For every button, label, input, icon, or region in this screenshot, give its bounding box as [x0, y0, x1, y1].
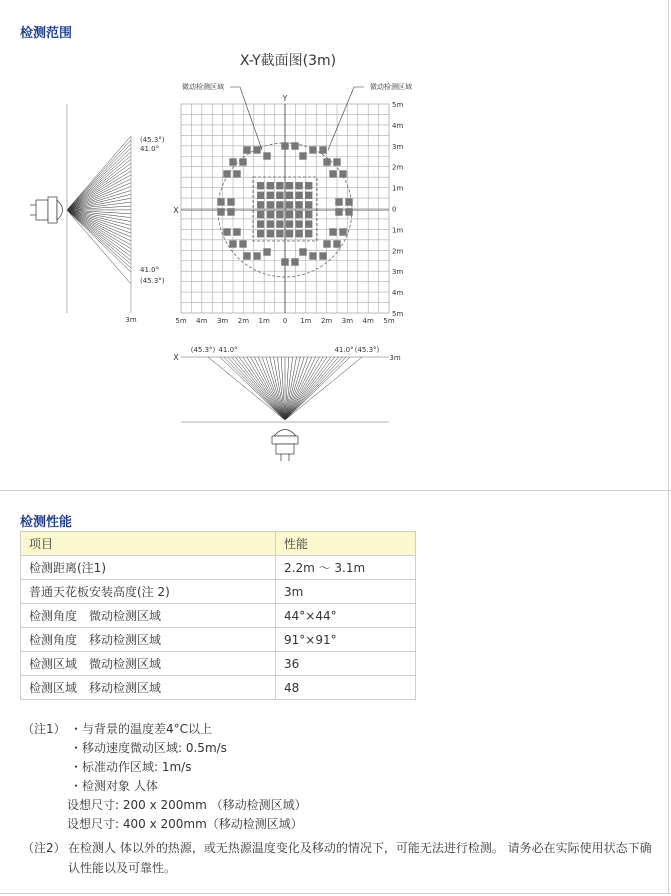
bottom-fan-ray — [285, 357, 319, 420]
zone-square — [257, 211, 264, 218]
sensor-bottom-icon — [272, 430, 298, 462]
zone-square — [305, 192, 312, 199]
section-title-detection-range: 检测范围 — [20, 26, 73, 41]
zone-square — [286, 201, 293, 208]
label-micro-zone: 微动检测区域 — [182, 83, 224, 91]
sensor-side-icon — [30, 197, 63, 223]
bottom-tick-label: 5m — [383, 317, 395, 325]
zone-square — [305, 211, 312, 218]
zone-square — [223, 228, 230, 235]
zone-square — [229, 158, 236, 165]
side-fan-ray — [67, 148, 131, 210]
note1-tag: （注1） — [22, 722, 66, 736]
cell-item: 普通天花板安装高度(注 2) — [21, 580, 276, 604]
table-row — [21, 628, 416, 652]
side-fan-edge — [67, 136, 131, 210]
cell-value: 3m — [276, 580, 416, 604]
table-row — [21, 676, 416, 700]
zone-square — [239, 240, 246, 247]
table-header-row — [21, 532, 416, 556]
zone-square — [335, 208, 342, 215]
bottom-fan-ray — [228, 357, 285, 420]
zone-square — [339, 170, 346, 177]
cell-item: 检测区域 微动检测区域 — [21, 652, 276, 676]
zone-square — [263, 248, 270, 255]
bottom-fan-ray — [254, 357, 285, 420]
zone-square — [227, 198, 234, 205]
right-tick-label: 0 — [392, 205, 397, 214]
bottom-axis-x: X — [173, 353, 179, 362]
side-angle-top-outer: (45.3°) — [140, 136, 165, 144]
zone-square — [229, 240, 236, 247]
side-fan-ray — [67, 210, 131, 245]
note1-size: 设想尺寸: 400 x 200mm（移动检测区域） — [67, 817, 303, 831]
zone-square — [291, 142, 298, 149]
zone-square — [299, 152, 306, 159]
zone-square — [286, 220, 293, 227]
zone-square — [286, 192, 293, 199]
spec-table — [20, 531, 416, 700]
note2-block — [22, 838, 662, 878]
side-fan-ray — [67, 210, 131, 268]
side-fan-ray — [67, 210, 131, 233]
zone-square — [333, 158, 340, 165]
y-axis-label: Y — [282, 94, 288, 103]
note1-line: ・与背景的温度差4°C以上 — [70, 722, 213, 736]
right-tick-label: 3m — [392, 268, 404, 277]
zone-square — [335, 198, 342, 205]
right-tick-label: 5m — [392, 101, 404, 109]
side-fan-ray — [67, 210, 131, 264]
zone-square — [276, 192, 283, 199]
zone-square — [276, 211, 283, 218]
cell-item: 检测区域 移动检测区域 — [21, 676, 276, 700]
bottom-tick-label: 4m — [196, 317, 208, 325]
bottom-fan-ray — [285, 357, 339, 420]
right-tick-labels — [392, 101, 403, 318]
bottom-fan-ray — [251, 357, 285, 420]
zone-square — [295, 182, 302, 189]
zone-square — [319, 146, 326, 153]
zone-square — [253, 146, 260, 153]
zone-square — [276, 201, 283, 208]
zone-square — [345, 208, 352, 215]
side-angle-top-inner: 41.0° — [140, 145, 160, 153]
bottom-tick-label: 1m — [258, 317, 270, 325]
right-tick-label: 2m — [392, 163, 404, 172]
zone-square — [253, 252, 260, 259]
x-axis-label: X — [173, 206, 179, 215]
bottom-angle-left-outer: (45.3°) — [190, 346, 216, 354]
zone-square — [227, 208, 234, 215]
zone-square — [295, 220, 302, 227]
cell-value: 48 — [276, 676, 416, 700]
side-fan-ray — [67, 152, 131, 210]
zone-square — [309, 146, 316, 153]
bottom-angle-right-outer: (45.3°) — [354, 346, 380, 354]
note1-line: ・移动速度微动区域: 0.5m/s — [70, 741, 227, 755]
bottom-angle-right-inner: 41.0° — [334, 346, 354, 354]
right-tick-label: 1m — [392, 184, 404, 193]
side-angle-bottom-inner: 41.0° — [140, 266, 160, 274]
table-row — [21, 652, 416, 676]
cell-value: 44°×44° — [276, 604, 416, 628]
bottom-fan-ray — [285, 357, 316, 420]
zone-square — [286, 211, 293, 218]
zone-square — [333, 240, 340, 247]
side-fan-ray — [67, 175, 131, 210]
zone-square — [295, 192, 302, 199]
section-title-detection-performance: 检测性能 — [20, 515, 73, 530]
side-fan-ray — [67, 156, 131, 210]
bottom-view-fan — [208, 357, 362, 420]
side-fan-ray — [67, 210, 131, 241]
bottom-fan-ray — [231, 357, 285, 420]
zone-square — [281, 258, 288, 265]
note1-size: 设想尺寸: 200 x 200mm （移动检测区域） — [67, 798, 307, 812]
zone-square — [309, 252, 316, 259]
zone-square — [286, 182, 293, 189]
side-fan-ray — [67, 140, 131, 210]
zone-square — [257, 201, 264, 208]
zone-square — [267, 192, 274, 199]
zone-square — [243, 146, 250, 153]
zone-square — [339, 228, 346, 235]
zone-square — [305, 220, 312, 227]
note2-text: 在检测人 体以外的热源，或无热源温度变化及移动的情况下，可能无法进行检测。 请务必在实际使用状态下确认性能以及可靠性。 — [68, 841, 652, 875]
cell-value: 91°×91° — [276, 628, 416, 652]
zone-square — [329, 170, 336, 177]
table-row — [21, 604, 416, 628]
bottom-tick-label: 1m — [300, 317, 312, 325]
leader-micro — [230, 87, 262, 150]
right-tick-label: 2m — [392, 247, 404, 256]
cell-item: 检测角度 移动检测区域 — [21, 628, 276, 652]
header-item: 项目 — [21, 532, 276, 556]
diagram-title: X-Y截面图(3m) — [239, 53, 337, 69]
zone-square — [257, 182, 264, 189]
zone-square — [305, 230, 312, 237]
table-row — [21, 556, 416, 580]
cell-item: 检测距离(注1) — [21, 556, 276, 580]
bottom-angle-left-inner: 41.0° — [218, 346, 238, 354]
bottom-tick-label: 2m — [320, 317, 333, 325]
right-tick-label: 3m — [392, 142, 404, 151]
bottom-tick-label: 4m — [362, 317, 374, 325]
bottom-tick-label: 3m — [216, 317, 229, 325]
cell-value: 36 — [276, 652, 416, 676]
cell-value: 2.2m ～ 3.1m — [276, 556, 416, 580]
section-divider — [0, 490, 671, 491]
zone-square — [223, 170, 230, 177]
zone-square — [263, 152, 270, 159]
zone-square — [345, 198, 352, 205]
zone-square — [276, 182, 283, 189]
side-fan-edge — [67, 210, 131, 284]
zone-square — [299, 248, 306, 255]
note1-line: ・标准动作区域: 1m/s — [70, 760, 192, 774]
zone-square — [291, 258, 298, 265]
bottom-fan-ray — [285, 357, 346, 420]
zone-square — [257, 192, 264, 199]
right-border-bottom — [668, 490, 669, 894]
zone-square — [243, 252, 250, 259]
side-view-fan — [67, 136, 131, 284]
zone-square — [319, 252, 326, 259]
side-fan-ray — [67, 210, 131, 272]
right-tick-label: 4m — [392, 121, 404, 130]
zone-square — [295, 201, 302, 208]
bottom-tick-labels — [175, 317, 394, 325]
note1-line: ・检测对象 人体 — [70, 779, 158, 793]
zone-square — [323, 158, 330, 165]
right-tick-label: 1m — [392, 226, 404, 235]
side-angle-bottom-outer: (45.3°) — [140, 277, 165, 285]
bottom-tick-label: 0 — [282, 317, 288, 325]
leader-move — [328, 87, 364, 150]
zone-square — [295, 230, 302, 237]
bottom-tick-label: 3m — [341, 317, 354, 325]
zone-square — [276, 230, 283, 237]
header-performance: 性能 — [276, 532, 416, 556]
zone-square — [239, 158, 246, 165]
bottom-distance: 3m — [389, 354, 401, 362]
zone-square — [257, 230, 264, 237]
right-tick-label: 4m — [392, 289, 404, 298]
zone-square — [276, 220, 283, 227]
zone-square — [267, 211, 274, 218]
cell-item: 检测角度 微动检测区域 — [21, 604, 276, 628]
zone-square — [267, 201, 274, 208]
zone-square — [267, 220, 274, 227]
zone-square — [305, 182, 312, 189]
zone-square — [267, 230, 274, 237]
zone-square — [286, 230, 293, 237]
zone-square — [323, 240, 330, 247]
zone-square — [329, 228, 336, 235]
zone-square — [257, 220, 264, 227]
bottom-tick-label: 2m — [237, 317, 250, 325]
zone-square — [295, 211, 302, 218]
detection-range-diagram — [0, 44, 671, 464]
bottom-fan-ray — [224, 357, 285, 420]
bottom-tick-label: 5m — [175, 317, 187, 325]
table-row — [21, 580, 416, 604]
zone-square — [305, 201, 312, 208]
zone-square — [217, 198, 224, 205]
side-distance: 3m — [125, 316, 137, 324]
zone-square — [281, 142, 288, 149]
label-move-zone: 微动检测区域 — [370, 83, 412, 91]
right-tick-label: 5m — [392, 310, 404, 318]
zone-square — [217, 208, 224, 215]
zone-square — [233, 170, 240, 177]
bottom-divider — [0, 893, 671, 894]
zone-square — [267, 182, 274, 189]
side-fan-ray — [67, 179, 131, 210]
note2-tag: （注2） — [22, 841, 66, 855]
zone-square — [233, 228, 240, 235]
bottom-fan-ray — [285, 357, 342, 420]
side-fan-ray — [67, 167, 131, 210]
right-border-top — [668, 0, 669, 490]
